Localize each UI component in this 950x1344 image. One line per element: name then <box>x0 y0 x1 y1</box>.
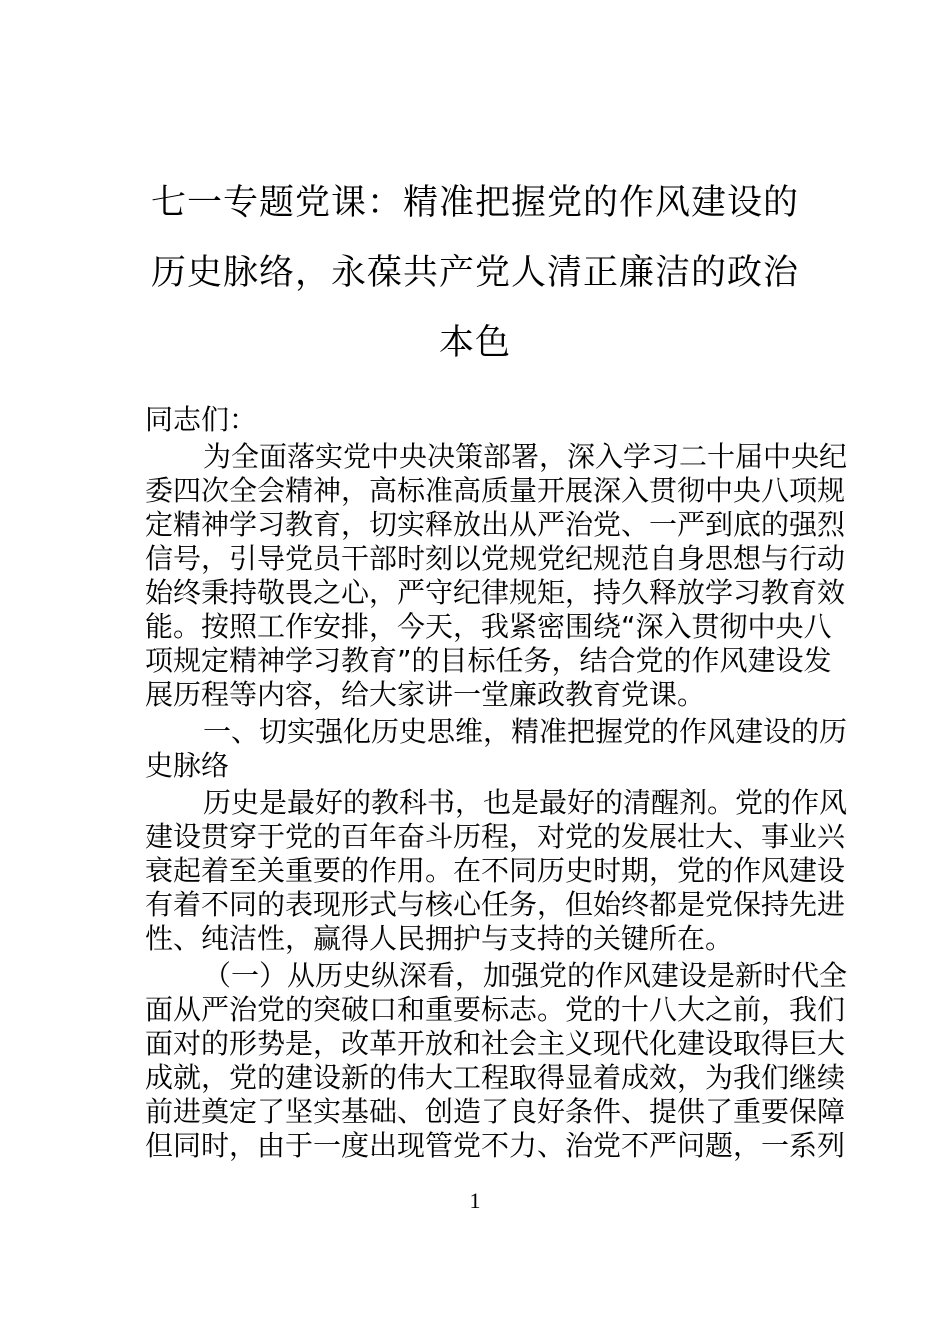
title-line: 七一专题党课：精准把握党的作风建设的 <box>150 183 799 223</box>
paragraph <box>145 440 848 712</box>
salutation: 同志们： <box>145 403 258 436</box>
text-line: 委四次全会精神，高标准高质量开展深入贯彻中央八项规 <box>145 474 846 507</box>
title-line: 历史脉络，永葆共产党人清正廉洁的政治 <box>150 253 799 293</box>
text-line: 为全面落实党中央决策部署，深入学习二十届中央纪 <box>203 440 848 473</box>
paragraph <box>145 786 848 956</box>
document-body <box>145 403 848 1166</box>
paragraph <box>145 959 848 1163</box>
text-line: 有着不同的表现形式与核心任务，但始终都是党保持先进 <box>145 888 846 921</box>
text-line: 一、切实强化历史思维，精准把握党的作风建设的历 <box>203 715 848 748</box>
document-title <box>140 168 810 378</box>
text-line: 衰起着至关重要的作用。在不同历史时期，党的作风建设 <box>145 854 846 887</box>
page-number: 1 <box>469 1188 481 1213</box>
text-line: 展历程等内容，给大家讲一堂廉政教育党课。 <box>145 678 706 711</box>
text-line: 面对的形势是，改革开放和社会主义现代化建设取得巨大 <box>145 1027 846 1060</box>
text-line: 但同时，由于一度出现管党不力、治党不严问题，一系列 <box>145 1129 846 1162</box>
text-line: 能。按照工作安排，今天，我紧密围绕“深入贯彻中央八 <box>145 610 832 643</box>
text-line: 信号，引导党员干部时刻以党规党纪规范自身思想与行动 <box>145 542 846 575</box>
text-line: 建设贯穿于党的百年奋斗历程，对党的发展壮大、事业兴 <box>145 820 846 853</box>
section-heading <box>145 715 848 783</box>
text-line: 历史是最好的教科书，也是最好的清醒剂。党的作风 <box>203 786 848 819</box>
title-line: 本色 <box>438 323 511 363</box>
text-line: 定精神学习教育，切实释放出从严治党、一严到底的强烈 <box>145 508 846 541</box>
text-line: 史脉络 <box>145 749 230 782</box>
text-line: 面从严治党的突破口和重要标志。党的十八大之前，我们 <box>145 993 846 1026</box>
text-line: 始终秉持敬畏之心，严守纪律规矩，持久释放学习教育效 <box>145 576 846 609</box>
text-line: 前进奠定了坚实基础、创造了良好条件、提供了重要保障 <box>145 1095 846 1128</box>
text-line: 性、纯洁性，赢得人民拥护与支持的关键所在。 <box>145 922 734 955</box>
text-line: 项规定精神学习教育”的目标任务，结合党的作风建设发 <box>145 644 832 677</box>
text-line: （一）从历史纵深看，加强党的作风建设是新时代全 <box>203 959 848 992</box>
text-line: 成就，党的建设新的伟大工程取得显着成效，为我们继续 <box>145 1061 846 1094</box>
